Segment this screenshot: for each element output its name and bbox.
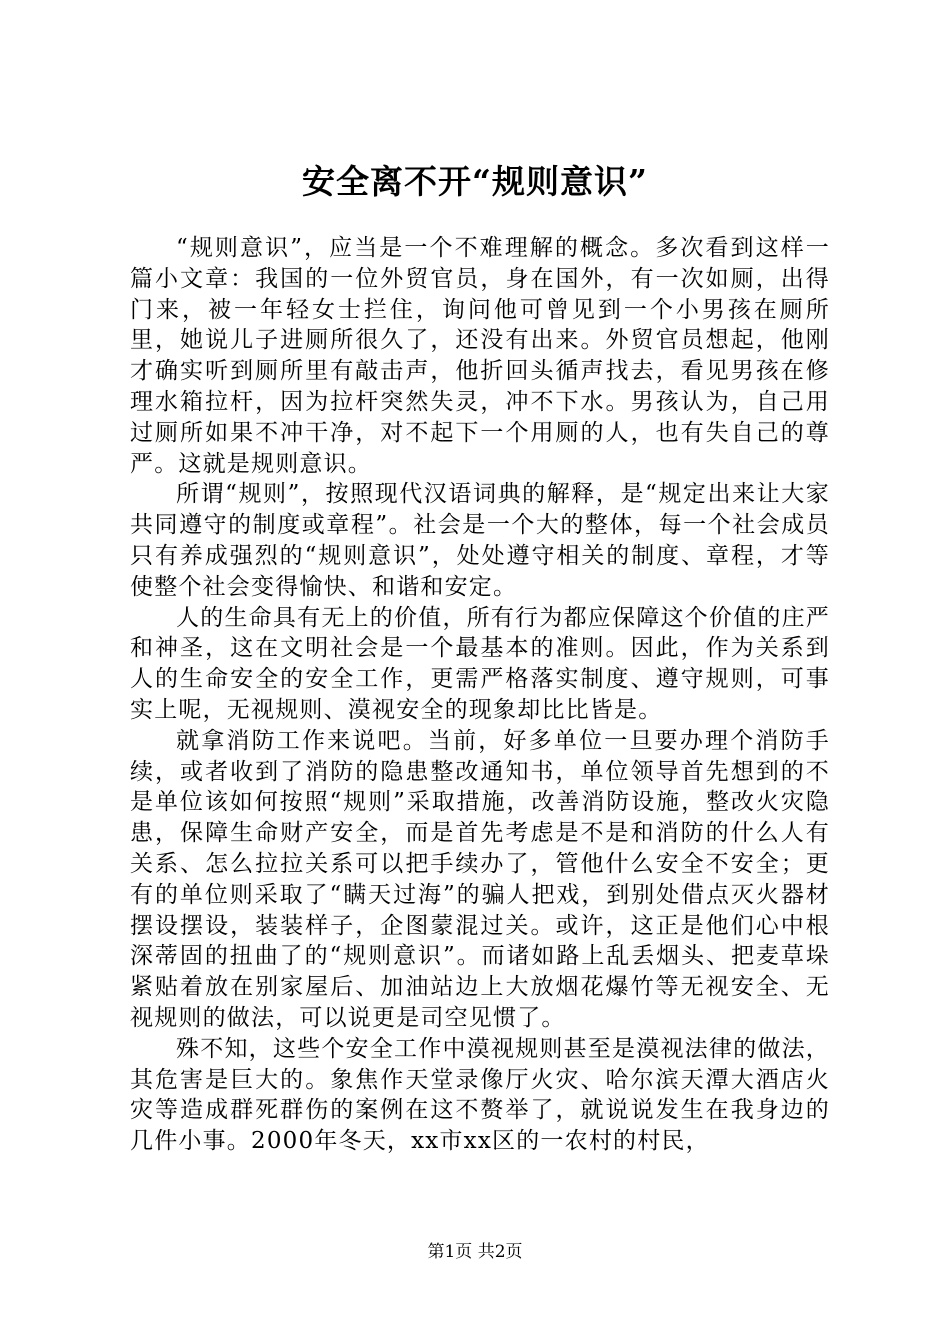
paragraph-1: “规则意识”，应当是一个不难理解的概念。多次看到这样一篇小文章：我国的一位外贸官员，身在国外，有一次如厕，出得门来，被一年轻女士拦住，询问他可曾见到一个小男孩在厕所里，她说儿子进厕所很久了，还没有出来。外贸官员想起，他刚才确实听到厕所里有敲击声，他折回头循声找去，看见男孩在修理水箱拉杆，因为拉杆突然失灵，冲不下水。男孩认为，自己用过厕所如果不冲干净，对不起下一个用厕的人，也有失自己的尊严。这就是规则意识。 [130, 235, 830, 477]
paragraph-5: 殊不知，这些个安全工作中漠视规则甚至是漠视法律的做法，其危害是巨大的。象焦作天堂录像厅火灾、哈尔滨天潭大酒店火灾等造成群死群伤的案例在这不赘举了，就说说发生在我身边的几件小事。2000年冬天，xx市xx区的一农村的村民， [130, 1035, 830, 1155]
paragraph-4: 就拿消防工作来说吧。当前，好多单位一旦要办理个消防手续，或者收到了消防的隐患整改通知书，单位领导首先想到的不是单位该如何按照“规则”采取措施，改善消防设施，整改火灾隐患，保障生命财产安全，而是首先考虑是不是和消防的什么人有关系、怎么拉拉关系可以把手续办了，管他什么安全不安全；更有的单位则采取了“瞒天过海”的骗人把戏，到别处借点灭火器材摆设摆设，装装样子，企图蒙混过关。或许，这正是他们心中根深蒂固的扭曲了的“规则意识”。而诸如路上乱丢烟头、把麦草垛紧贴着放在别家屋后、加油站边上大放烟花爆竹等无视安全、无视规则的做法，可以说更是司空见惯了。 [130, 727, 830, 1031]
document-body [130, 233, 830, 1157]
page-number-footer: 第1页 共2页 [427, 1242, 523, 1262]
document-title: 安全离不开“规则意识” [302, 162, 648, 201]
paragraph-2: 所谓“规则”，按照现代汉语词典的解释，是“规定出来让大家共同遵守的制度或章程”。社会是一个大的整体，每一个社会成员只有养成强烈的“规则意识”，处处遵守相关的制度、章程，才等使整个社会变得愉快、和谐和安定。 [130, 481, 830, 600]
paragraph-3: 人的生命具有无上的价值，所有行为都应保障这个价值的庄严和神圣，这在文明社会是一个最基本的准则。因此，作为关系到人的生命安全的安全工作，更需严格落实制度、遵守规则，可事实上呢，无视规则、漠视安全的现象却比比皆是。 [130, 604, 830, 723]
